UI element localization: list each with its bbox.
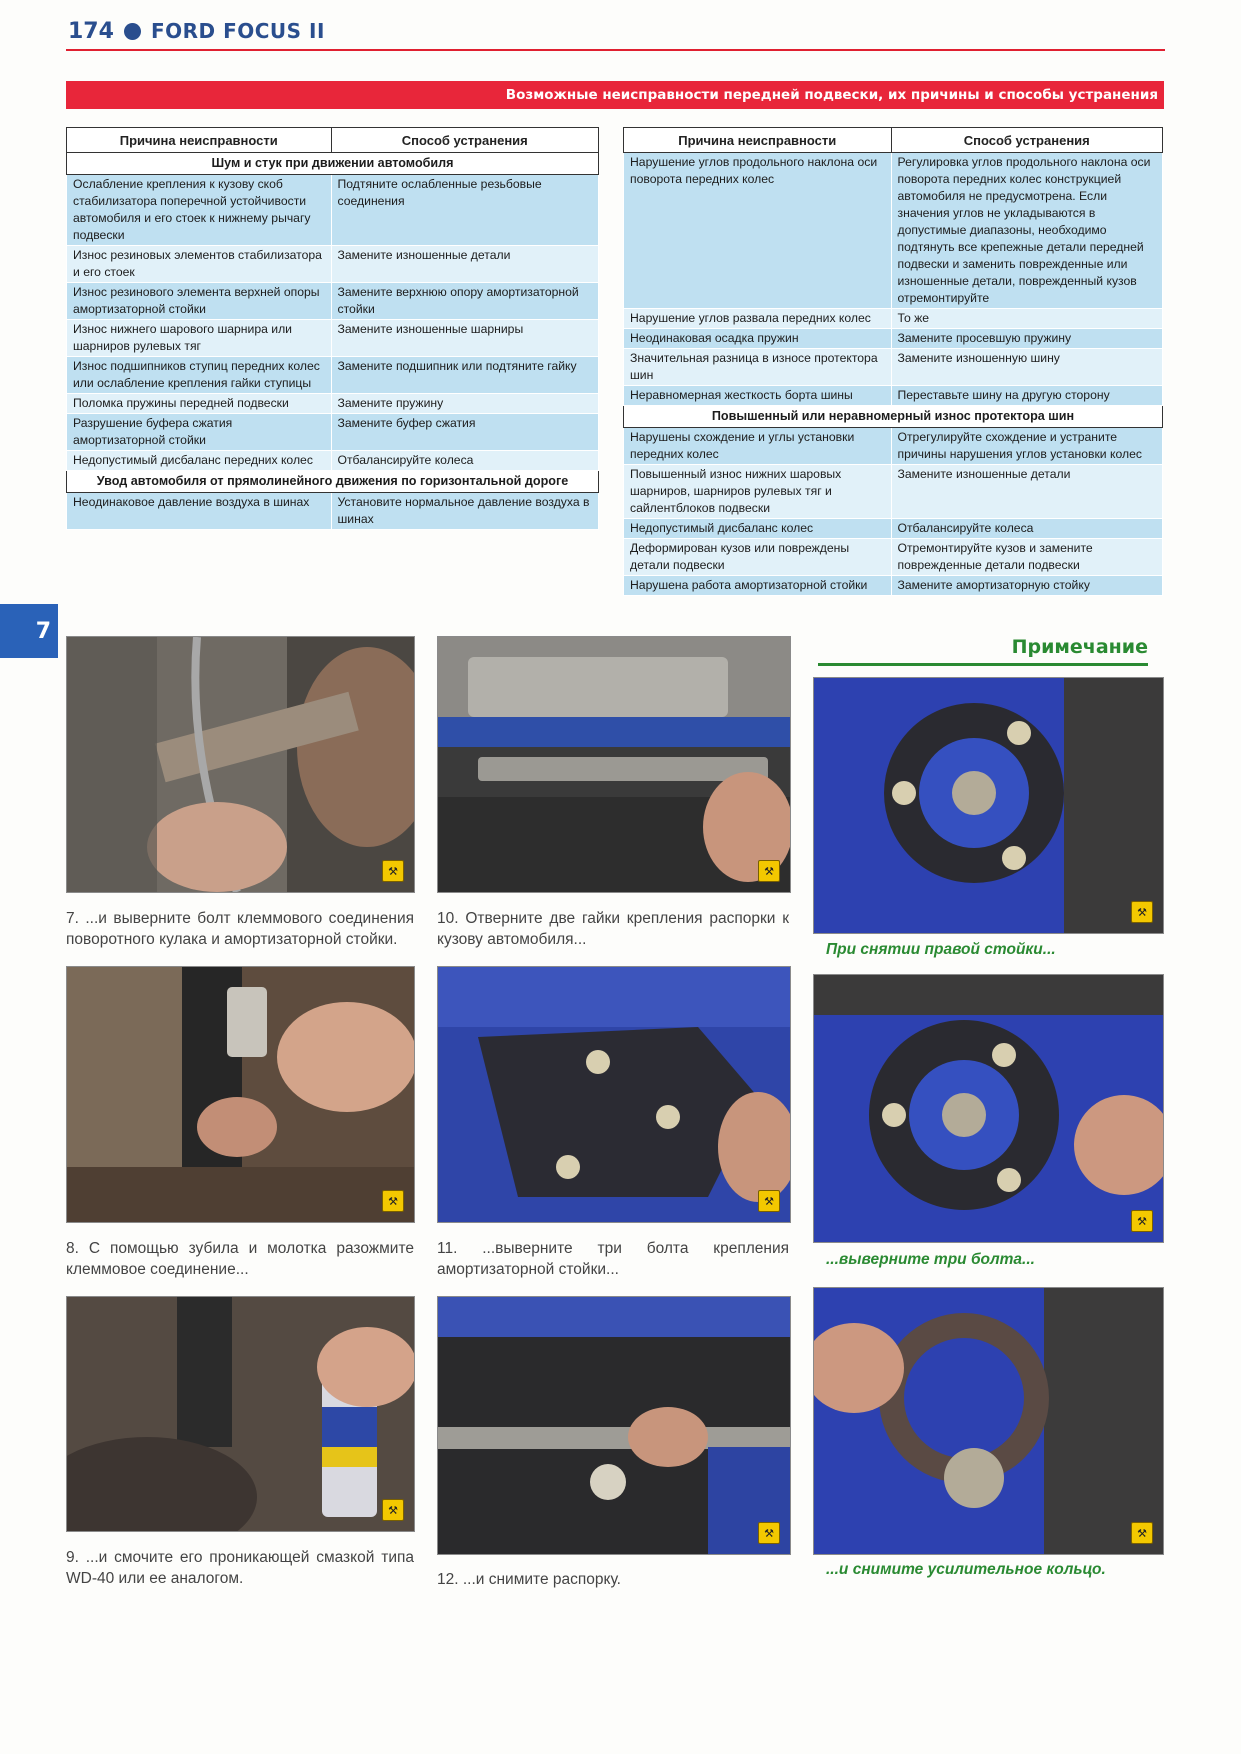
cause-cell: Деформирован кузов или повреждены детали подвески [624,539,892,576]
tool-icon: ⚒ [758,1522,780,1544]
chapter-tab [0,604,58,658]
fix-cell: Замените пружину [331,394,599,414]
table-row [624,539,1163,576]
fix-cell: Замените верхнюю опору амортизаторной стойки [331,283,599,320]
cause-cell: Неодинаковое давление воздуха в шинах [67,493,332,530]
col-header-fix: Способ устранения [891,128,1163,153]
table-row [624,309,1163,329]
caption-10: 10. Отверните две гайки крепления распорки к кузову автомобиля... [437,910,789,948]
photo-9 [66,1296,415,1532]
page-number: 174 [68,18,114,44]
table-row [624,519,1163,539]
caption-12: 12. ...и снимите распорку. [437,1571,621,1588]
table-row [624,576,1163,596]
cause-cell: Неодинаковая осадка пружин [624,329,892,349]
photo-12 [437,1296,791,1555]
fix-cell: Замените изношенные детали [891,465,1163,519]
fix-cell: Регулировка углов продольного наклона оси поворота передних колес конструкцией автомобиля не предусмотрена. Если значения углов не укладываются в допустимые диапазоны, необходимо подтянуть все крепежные детали передней подвески и заменить поврежденные или изношенные детали, поврежденный кузов отремонтируйте [891,153,1163,309]
fix-cell: Замените амортизаторную стойку [891,576,1163,596]
photo-8 [66,966,415,1223]
book-title: FORD FOCUS II [150,19,325,43]
section-heading: Шум и стук при движении автомобиля [67,153,599,175]
note-photo-3 [813,1287,1164,1555]
table-row [624,153,1163,309]
cause-cell: Недопустимый дисбаланс колес [624,519,892,539]
photo-10 [437,636,791,893]
tool-icon: ⚒ [382,1190,404,1212]
table-row [624,465,1163,519]
cause-cell: Износ подшипников ступиц передних колес или ослабление крепления гайки ступицы [67,357,332,394]
fix-cell: Отремонтируйте кузов и замените поврежденные детали подвески [891,539,1163,576]
cause-cell: Износ резинового элемента верхней опоры амортизаторной стойки [67,283,332,320]
fix-cell: Замените изношенную шину [891,349,1163,386]
table-row [67,414,599,451]
table-row [67,283,599,320]
caption-7: 7. ...и выверните болт клеммового соединения поворотного кулака и амортизаторной стойки. [66,910,414,948]
fix-cell: Установите нормальное давление воздуха в шинах [331,493,599,530]
bullet-icon [124,23,141,40]
banner-title: Возможные неисправности передней подвески, их причины и способы устранения [505,87,1158,103]
fix-cell: Замените изношенные детали [331,246,599,283]
cause-cell: Нарушены схождение и углы установки передних колес [624,428,892,465]
photo-7 [66,636,415,893]
table-row [67,394,599,414]
cause-cell: Поломка пружины передней подвески [67,394,332,414]
fault-table-left [66,127,599,530]
col-header-fix: Способ устранения [331,128,599,153]
note-divider [818,663,1148,666]
cause-cell: Нарушение углов продольного наклона оси поворота передних колес [624,153,892,309]
note-photo-2 [813,974,1164,1243]
fix-cell: Замените изношенные шарниры [331,320,599,357]
fix-cell: Замените буфер сжатия [331,414,599,451]
cause-cell: Износ резиновых элементов стабилизатора и его стоек [67,246,332,283]
table-row [624,349,1163,386]
page-header [68,14,325,48]
table-row [67,246,599,283]
chapter-number: 7 [35,618,51,644]
note-caption-2: ...выверните три болта... [826,1251,1035,1268]
fix-cell: Переставьте шину на другую сторону [891,386,1163,406]
fix-cell: Отрегулируйте схождение и устраните причины нарушения углов установки колес [891,428,1163,465]
table-row [67,451,599,471]
photo-11 [437,966,791,1223]
cause-cell: Нарушена работа амортизаторной стойки [624,576,892,596]
caption-11: 11. ...выверните три болта крепления амортизаторной стойки... [437,1240,789,1278]
tool-icon: ⚒ [1131,901,1153,923]
cause-cell: Недопустимый дисбаланс передних колес [67,451,332,471]
caption-9: 9. ...и смочите его проникающей смазкой типа WD-40 или ее аналогом. [66,1549,414,1587]
cause-cell: Разрушение буфера сжатия амортизаторной стойки [67,414,332,451]
section-heading: Увод автомобиля от прямолинейного движения по горизонтальной дороге [67,471,599,493]
table-row [67,357,599,394]
table-row [67,493,599,530]
fix-cell: Замените просевшую пружину [891,329,1163,349]
cause-cell: Ослабление крепления к кузову скоб стабилизатора поперечной устойчивости автомобиля и его стоек к нижнему рычагу подвески [67,175,332,246]
note-photo-1 [813,677,1164,934]
fix-cell: Подтяните ослабленные резьбовые соединения [331,175,599,246]
tool-icon: ⚒ [758,860,780,882]
table-row [67,320,599,357]
tool-icon: ⚒ [1131,1522,1153,1544]
cause-cell: Значительная разница в износе протектора шин [624,349,892,386]
fix-cell: Отбалансируйте колеса [331,451,599,471]
fix-cell: То же [891,309,1163,329]
col-header-cause: Причина неисправности [67,128,332,153]
table-banner [66,81,1164,109]
table-row [624,329,1163,349]
cause-cell: Износ нижнего шарового шарнира или шарниров рулевых тяг [67,320,332,357]
caption-8: 8. С помощью зубила и молотка разожмите клеммовое соединение... [66,1240,414,1278]
note-caption-3: ...и снимите усилительное кольцо. [826,1561,1106,1578]
section-heading: Повышенный или неравномерный износ протектора шин [624,406,1163,428]
fix-cell: Отбалансируйте колеса [891,519,1163,539]
note-caption-1: При снятии правой стойки... [826,941,1056,958]
cause-cell: Неравномерная жесткость борта шины [624,386,892,406]
tool-icon: ⚒ [758,1190,780,1212]
table-row [67,175,599,246]
tool-icon: ⚒ [382,1499,404,1521]
fault-table-right [623,127,1163,596]
col-header-cause: Причина неисправности [624,128,892,153]
table-row [624,386,1163,406]
tool-icon: ⚒ [1131,1210,1153,1232]
fix-cell: Замените подшипник или подтяните гайку [331,357,599,394]
cause-cell: Нарушение углов развала передних колес [624,309,892,329]
tool-icon: ⚒ [382,860,404,882]
table-row [624,428,1163,465]
cause-cell: Повышенный износ нижних шаровых шарниров, шарниров рулевых тяг и сайлентблоков подвески [624,465,892,519]
note-title: Примечание [1011,636,1148,658]
header-divider [66,49,1165,51]
